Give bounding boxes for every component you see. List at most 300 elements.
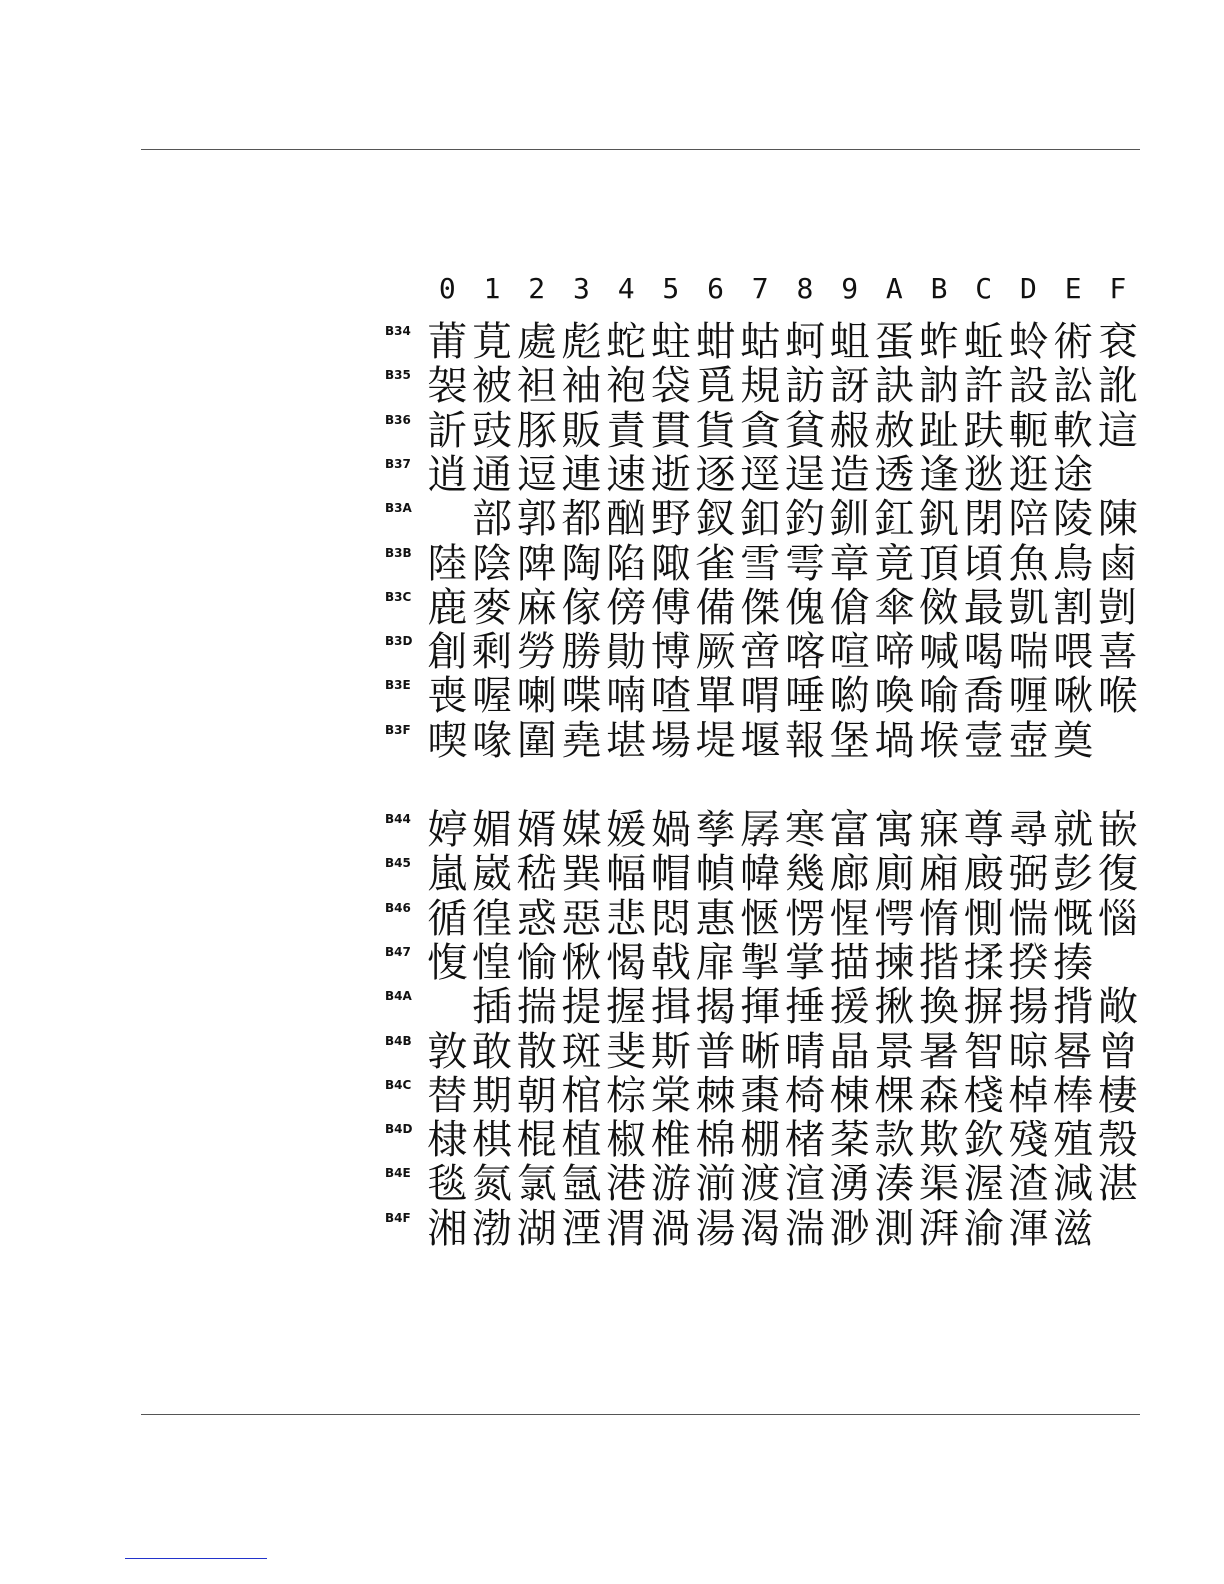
character-cell: 釩 — [919, 496, 960, 543]
character-cell: 悲 — [606, 895, 647, 942]
character-cell: 勝 — [561, 629, 602, 676]
character-cell: 晰 — [740, 1028, 781, 1075]
table-row — [385, 1030, 1145, 1074]
character-cell: 棟 — [829, 1072, 870, 1119]
character-cell: 氯 — [516, 1161, 557, 1208]
column-header: 1 — [483, 272, 501, 305]
row-code-label: B3C — [385, 589, 412, 604]
character-cell: 蚯 — [963, 319, 1004, 365]
character-cell: 棒 — [1053, 1072, 1094, 1119]
column-header: E — [1064, 272, 1082, 305]
row-code-label: B4B — [385, 1033, 412, 1048]
character-cell: 貪 — [740, 407, 781, 454]
character-cell: 喂 — [1053, 629, 1094, 676]
row-code-label: B34 — [385, 324, 411, 338]
character-cell: 描 — [829, 939, 870, 986]
character-cell: 湘 — [427, 1205, 468, 1252]
character-cell: 蛀 — [650, 319, 691, 365]
character-cell: 愀 — [561, 939, 602, 986]
row-code-label: B44 — [385, 812, 411, 826]
character-cell: 頂 — [919, 540, 960, 587]
character-cell: 援 — [829, 984, 870, 1031]
column-header: 3 — [573, 272, 590, 305]
character-cell: 軟 — [1053, 407, 1094, 454]
character-cell: 椒 — [606, 1117, 647, 1164]
character-cell: 厥 — [695, 629, 736, 676]
character-cell: 欺 — [919, 1117, 960, 1164]
character-cell: 備 — [695, 584, 736, 631]
character-cell: 陳 — [1097, 496, 1138, 543]
table-row — [385, 364, 1145, 408]
row-code-label: B47 — [385, 944, 411, 959]
character-cell: 處 — [516, 319, 557, 365]
character-cell: 最 — [963, 584, 1004, 631]
character-cell: 鳥 — [1053, 540, 1094, 587]
character-cell: 愕 — [874, 895, 915, 942]
character-cell: 斑 — [561, 1028, 602, 1075]
character-cell: 釦 — [740, 496, 781, 543]
character-cell: 傀 — [784, 584, 825, 631]
character-cell: 章 — [829, 540, 870, 587]
character-cell: 壺 — [1008, 717, 1049, 764]
character-cell: 剴 — [1097, 584, 1138, 631]
character-cell: 棗 — [740, 1072, 781, 1119]
row-code-label: B35 — [385, 368, 411, 383]
character-cell: 陰 — [472, 540, 513, 587]
character-cell: 通 — [472, 451, 513, 498]
character-cell: 被 — [472, 363, 513, 410]
character-cell: 頃 — [963, 540, 1004, 587]
character-cell: 幃 — [740, 851, 781, 898]
character-cell: 敞 — [1097, 984, 1138, 1031]
row-code-label: B4E — [385, 1166, 411, 1181]
character-cell: 揀 — [874, 939, 915, 986]
character-cell: 棉 — [695, 1117, 736, 1164]
character-cell: 喔 — [472, 673, 513, 720]
character-cell: 棋 — [472, 1117, 513, 1164]
character-cell: 湊 — [874, 1161, 915, 1208]
character-cell: 欽 — [963, 1117, 1004, 1164]
character-cell: 愉 — [516, 939, 557, 986]
bottom-rule — [141, 1414, 1140, 1415]
character-cell: 蛄 — [740, 319, 781, 365]
character-cell: 港 — [606, 1161, 647, 1208]
character-cell: 棘 — [695, 1072, 736, 1119]
character-cell: 揭 — [695, 984, 736, 1031]
character-cell: 掌 — [784, 939, 825, 986]
table-row — [385, 586, 1145, 630]
character-cell: 棵 — [874, 1072, 915, 1119]
row-code-label: B37 — [385, 456, 411, 471]
character-cell: 逢 — [919, 451, 960, 498]
character-cell: 訪 — [784, 363, 825, 410]
character-cell: 傅 — [650, 584, 691, 631]
character-cell: 寓 — [874, 807, 915, 853]
character-cell: 蛉 — [1008, 319, 1049, 365]
row-code-label: B4F — [385, 1210, 411, 1225]
character-cell: 喙 — [472, 717, 513, 764]
character-cell: 棻 — [829, 1117, 870, 1164]
character-cell: 孳 — [695, 807, 736, 853]
row-code-label: B36 — [385, 412, 411, 427]
character-cell: 陬 — [650, 540, 691, 587]
character-cell: 媧 — [650, 807, 691, 853]
character-cell: 渝 — [963, 1205, 1004, 1252]
character-cell: 剩 — [472, 629, 513, 676]
character-cell: 喘 — [1008, 629, 1049, 676]
character-cell: 湛 — [1097, 1161, 1138, 1208]
character-cell: 晴 — [784, 1028, 825, 1075]
character-cell: 連 — [561, 451, 602, 498]
character-cell: 椅 — [784, 1072, 825, 1119]
character-cell: 釣 — [784, 496, 825, 543]
character-cell: 彭 — [1053, 851, 1094, 898]
character-cell: 速 — [606, 451, 647, 498]
character-cell: 喫 — [427, 717, 468, 764]
character-cell: 唾 — [784, 673, 825, 720]
character-cell: 訛 — [1097, 363, 1138, 410]
character-cell: 殖 — [1053, 1117, 1094, 1164]
character-cell: 喃 — [606, 673, 647, 720]
character-cell: 陪 — [1008, 496, 1049, 543]
character-cell: 智 — [963, 1028, 1004, 1075]
character-cell: 婿 — [516, 807, 557, 853]
character-cell: 逖 — [963, 451, 1004, 498]
column-header: C — [975, 272, 993, 305]
character-cell: 許 — [963, 363, 1004, 410]
character-cell: 晾 — [1008, 1028, 1049, 1075]
character-cell: 喊 — [919, 629, 960, 676]
character-cell: 這 — [1097, 407, 1138, 454]
character-cell: 渾 — [1008, 1205, 1049, 1252]
character-cell: 渦 — [650, 1205, 691, 1252]
character-cell: 棍 — [516, 1117, 557, 1164]
character-cell: 椎 — [650, 1117, 691, 1164]
character-cell: 奠 — [1053, 717, 1094, 764]
character-cell: 喻 — [919, 673, 960, 720]
character-cell: 嵇 — [516, 851, 557, 898]
character-cell: 揩 — [919, 939, 960, 986]
row-code-label: B3F — [385, 722, 411, 737]
table-row — [385, 808, 1145, 852]
row-code-label: B3D — [385, 634, 413, 649]
character-cell: 喋 — [561, 673, 602, 720]
character-cell: 都 — [561, 496, 602, 543]
character-cell: 麻 — [516, 584, 557, 631]
character-cell: 富 — [829, 807, 870, 853]
column-header: 6 — [707, 272, 724, 305]
row-code-label: B45 — [385, 856, 411, 871]
row-code-label: B4D — [385, 1122, 413, 1137]
character-cell: 暑 — [919, 1028, 960, 1075]
character-cell: 堠 — [919, 717, 960, 764]
character-cell: 款 — [874, 1117, 915, 1164]
character-cell: 尊 — [963, 807, 1004, 853]
character-cell: 訟 — [1053, 363, 1094, 410]
character-cell: 景 — [874, 1028, 915, 1075]
character-cell: 湍 — [784, 1205, 825, 1252]
character-cell: 蛋 — [874, 319, 915, 365]
character-cell: 貨 — [695, 407, 736, 454]
character-cell: 復 — [1097, 851, 1138, 898]
character-cell: 雪 — [740, 540, 781, 587]
character-cell: 報 — [784, 717, 825, 764]
character-cell: 森 — [919, 1072, 960, 1119]
character-cell: 陵 — [1053, 496, 1094, 543]
character-cell: 割 — [1053, 584, 1094, 631]
character-cell: 覓 — [695, 363, 736, 410]
character-cell: 朝 — [516, 1072, 557, 1119]
character-cell: 魚 — [1008, 540, 1049, 587]
character-cell: 陶 — [561, 540, 602, 587]
character-cell: 惠 — [695, 895, 736, 942]
character-cell: 趾 — [919, 407, 960, 454]
character-cell: 慨 — [1053, 895, 1094, 942]
character-cell: 堪 — [606, 717, 647, 764]
character-cell: 鹿 — [427, 584, 468, 631]
character-cell: 莧 — [472, 319, 513, 365]
character-cell: 蚶 — [695, 319, 736, 365]
character-cell: 就 — [1053, 807, 1094, 853]
character-cell: 渺 — [829, 1205, 870, 1252]
character-cell: 帽 — [650, 851, 691, 898]
character-cell: 愣 — [784, 895, 825, 942]
character-cell: 勛 — [606, 629, 647, 676]
character-cell: 趺 — [963, 407, 1004, 454]
row-code-label: B4A — [385, 989, 412, 1004]
character-cell: 透 — [874, 451, 915, 498]
column-header: B — [930, 272, 948, 305]
character-cell: 喱 — [1008, 673, 1049, 720]
character-cell: 晶 — [829, 1028, 870, 1075]
character-cell: 晷 — [1053, 1028, 1094, 1075]
column-header: 2 — [528, 272, 546, 305]
character-cell: 捶 — [784, 984, 825, 1031]
character-cell: 散 — [516, 1028, 557, 1075]
character-cell: 傖 — [829, 584, 870, 631]
table-row — [385, 719, 1145, 763]
character-cell: 渴 — [740, 1205, 781, 1252]
character-cell: 逍 — [427, 451, 468, 498]
character-cell: 測 — [874, 1205, 915, 1252]
character-cell: 陷 — [606, 540, 647, 587]
character-cell: 凱 — [1008, 584, 1049, 631]
table-row — [385, 1162, 1145, 1206]
character-cell: 揹 — [1053, 984, 1094, 1031]
column-header: 5 — [662, 272, 680, 305]
character-cell: 渠 — [919, 1161, 960, 1208]
character-cell: 悶 — [650, 895, 691, 942]
character-cell: 替 — [427, 1072, 468, 1119]
character-cell: 媚 — [472, 807, 513, 853]
character-cell: 惺 — [829, 895, 870, 942]
column-header: A — [885, 272, 903, 305]
character-cell: 造 — [829, 451, 870, 498]
table-row — [385, 1118, 1145, 1162]
column-header: D — [1020, 272, 1037, 305]
character-cell: 毯 — [427, 1161, 468, 1208]
character-cell: 弼 — [1008, 851, 1049, 898]
character-cell: 尋 — [1008, 807, 1049, 853]
character-cell: 寐 — [919, 807, 960, 853]
character-cell: 循 — [427, 895, 468, 942]
character-cell: 彪 — [561, 319, 602, 365]
character-cell: 設 — [1008, 363, 1049, 410]
character-cell: 陴 — [516, 540, 557, 587]
character-cell: 徨 — [472, 895, 513, 942]
character-cell: 游 — [650, 1161, 691, 1208]
table-row — [385, 409, 1145, 453]
character-cell: 陸 — [427, 540, 468, 587]
character-cell: 喧 — [829, 629, 870, 676]
table-row — [385, 941, 1145, 985]
table-row — [385, 985, 1145, 1029]
character-cell: 婷 — [427, 807, 468, 853]
character-cell: 寒 — [784, 807, 825, 853]
character-cell: 堰 — [740, 717, 781, 764]
character-cell: 袖 — [561, 363, 602, 410]
character-cell: 插 — [472, 984, 513, 1031]
character-cell: 莆 — [427, 319, 468, 365]
character-cell: 釧 — [829, 496, 870, 543]
table-row — [385, 542, 1145, 586]
character-cell: 揮 — [740, 984, 781, 1031]
character-cell: 氮 — [472, 1161, 513, 1208]
character-cell: 滋 — [1053, 1205, 1094, 1252]
character-cell: 袈 — [427, 363, 468, 410]
column-header: 7 — [751, 272, 769, 305]
character-cell: 蛆 — [829, 319, 870, 365]
character-cell: 揣 — [516, 984, 557, 1031]
character-cell: 勞 — [516, 629, 557, 676]
character-cell: 喲 — [829, 673, 870, 720]
character-cell: 傘 — [874, 584, 915, 631]
character-cell: 訥 — [919, 363, 960, 410]
character-cell: 袋 — [650, 363, 691, 410]
character-cell: 喟 — [740, 673, 781, 720]
character-cell: 棕 — [606, 1072, 647, 1119]
character-cell: 氬 — [561, 1161, 602, 1208]
row-code-label: B4C — [385, 1077, 412, 1092]
character-cell: 揖 — [650, 984, 691, 1031]
character-cell: 惱 — [1097, 895, 1138, 942]
character-cell: 逛 — [1008, 451, 1049, 498]
character-cell: 麥 — [472, 584, 513, 631]
character-cell: 植 — [561, 1117, 602, 1164]
character-cell: 喝 — [963, 629, 1004, 676]
character-cell: 廂 — [919, 851, 960, 898]
column-header: 4 — [617, 272, 635, 305]
character-cell: 提 — [561, 984, 602, 1031]
character-cell: 喬 — [963, 673, 1004, 720]
character-cell: 訢 — [427, 407, 468, 454]
character-cell: 豚 — [516, 407, 557, 454]
table-row — [385, 852, 1145, 896]
character-cell: 湯 — [695, 1205, 736, 1252]
character-cell: 堤 — [695, 717, 736, 764]
character-cell: 棧 — [963, 1072, 1004, 1119]
character-cell: 嵐 — [427, 851, 468, 898]
character-cell: 喀 — [784, 629, 825, 676]
character-cell: 訝 — [829, 363, 870, 410]
character-cell: 袍 — [606, 363, 647, 410]
character-cell: 喚 — [874, 673, 915, 720]
character-cell: 傢 — [561, 584, 602, 631]
character-cell: 惻 — [963, 895, 1004, 942]
character-cell: 渥 — [963, 1161, 1004, 1208]
character-cell: 鹵 — [1097, 540, 1138, 587]
row-code-label: B3A — [385, 501, 412, 516]
character-cell: 渣 — [1008, 1161, 1049, 1208]
character-cell: 廁 — [874, 851, 915, 898]
character-cell: 雀 — [695, 540, 736, 587]
character-cell: 棚 — [740, 1117, 781, 1164]
character-cell: 釵 — [695, 496, 736, 543]
character-cell: 殼 — [1097, 1117, 1138, 1164]
character-cell: 博 — [650, 629, 691, 676]
character-cell: 減 — [1053, 1161, 1094, 1208]
character-cell: 扉 — [695, 939, 736, 986]
character-cell: 孱 — [740, 807, 781, 853]
character-cell: 軛 — [1008, 407, 1049, 454]
character-cell: 愎 — [427, 939, 468, 986]
character-cell: 啾 — [1053, 673, 1094, 720]
character-cell: 廊 — [829, 851, 870, 898]
character-cell: 逝 — [650, 451, 691, 498]
character-cell: 喜 — [1097, 629, 1138, 676]
character-cell: 袞 — [1097, 319, 1138, 365]
character-cell: 赧 — [829, 407, 870, 454]
character-cell: 責 — [606, 407, 647, 454]
character-cell: 摒 — [963, 984, 1004, 1031]
character-cell: 途 — [1053, 451, 1094, 498]
character-cell: 揚 — [1008, 984, 1049, 1031]
character-cell: 愜 — [740, 895, 781, 942]
character-cell: 渡 — [740, 1161, 781, 1208]
character-cell: 幾 — [784, 851, 825, 898]
table-row — [385, 630, 1145, 674]
character-cell: 酗 — [606, 496, 647, 543]
character-cell: 喪 — [427, 673, 468, 720]
character-cell: 嵌 — [1097, 807, 1138, 853]
character-cell: 惑 — [516, 895, 557, 942]
character-cell: 堝 — [874, 717, 915, 764]
character-cell: 貧 — [784, 407, 825, 454]
character-cell: 棹 — [1008, 1072, 1049, 1119]
character-cell: 惴 — [1008, 895, 1049, 942]
table-row — [385, 674, 1145, 718]
character-cell: 湧 — [829, 1161, 870, 1208]
character-cell: 壹 — [963, 717, 1004, 764]
character-cell: 蛇 — [606, 319, 647, 365]
character-cell: 蚵 — [784, 319, 825, 365]
character-cell: 傚 — [919, 584, 960, 631]
character-cell: 創 — [427, 629, 468, 676]
character-cell: 幀 — [695, 851, 736, 898]
character-cell: 普 — [695, 1028, 736, 1075]
character-cell: 堯 — [561, 717, 602, 764]
character-cell: 啻 — [740, 629, 781, 676]
character-cell: 惶 — [472, 939, 513, 986]
character-cell: 渲 — [784, 1161, 825, 1208]
character-cell: 堡 — [829, 717, 870, 764]
character-cell: 媛 — [606, 807, 647, 853]
character-cell: 規 — [740, 363, 781, 410]
character-cell: 揉 — [963, 939, 1004, 986]
column-header: F — [1109, 272, 1127, 305]
character-cell: 惡 — [561, 895, 602, 942]
character-cell: 媒 — [561, 807, 602, 853]
